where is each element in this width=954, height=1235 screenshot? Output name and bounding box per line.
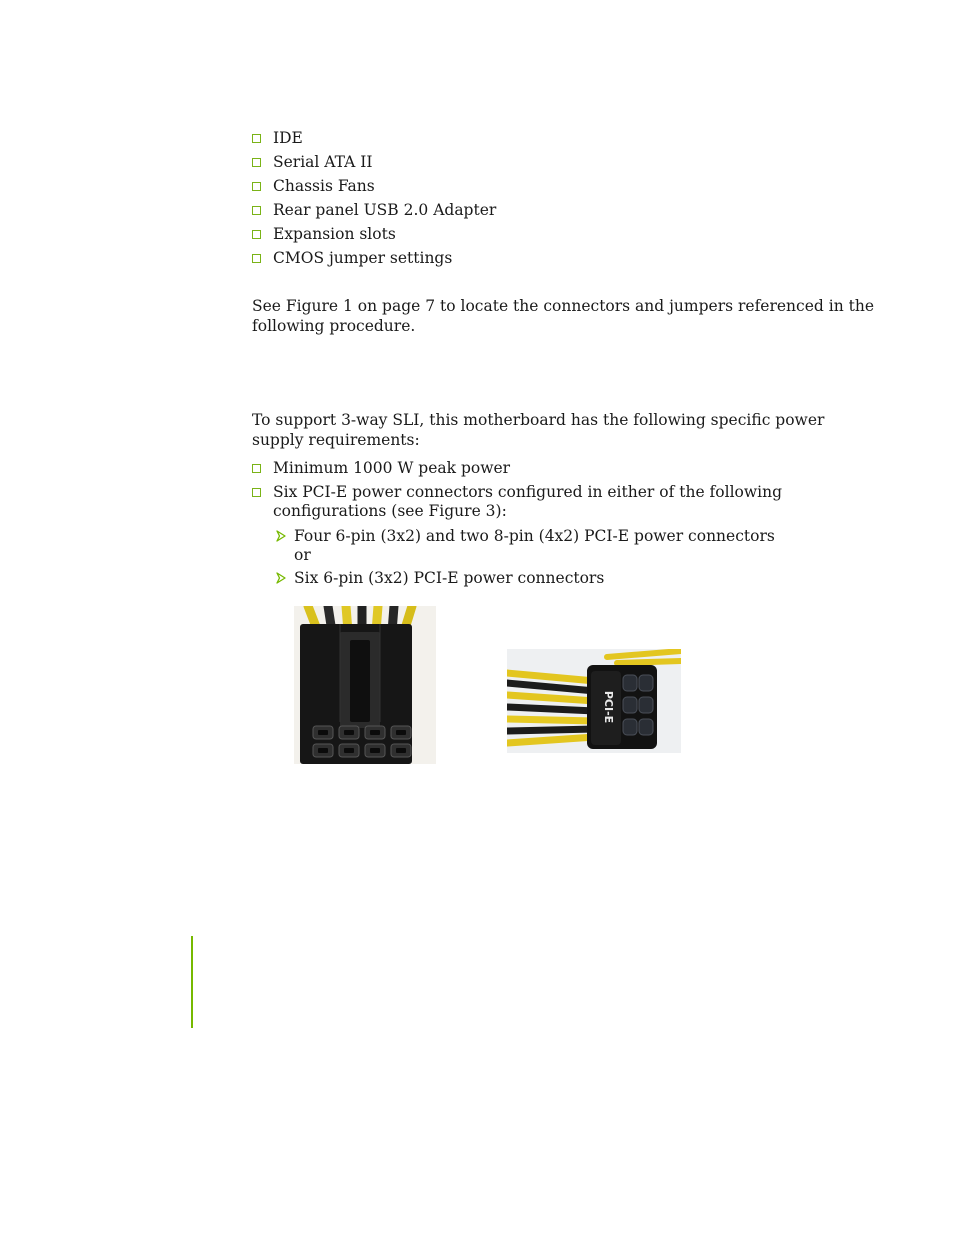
sub-list-item-label: Four 6-pin (3x2) and two 8-pin (4x2) PCI-E power connectors — [294, 527, 775, 545]
paragraph-line: See Figure 1 on page 7 to locate the connectors and jumpers referenced in the — [252, 297, 874, 315]
checkbox-bullet-icon — [252, 206, 261, 215]
paragraph-line: To support 3-way SLI, this motherboard has the following specific power — [252, 411, 825, 429]
list-item — [252, 482, 782, 502]
list-item-label: Rear panel USB 2.0 Adapter — [273, 201, 497, 219]
checkbox-bullet-icon — [252, 488, 261, 497]
list-item — [252, 152, 373, 172]
list-item-label: IDE — [273, 129, 303, 147]
list-item-label: Serial ATA II — [273, 153, 373, 171]
sub-list-item — [276, 526, 775, 546]
list-item-label: Minimum 1000 W peak power — [273, 459, 511, 477]
checkbox-bullet-icon — [252, 254, 261, 263]
list-item-label: Chassis Fans — [273, 177, 375, 195]
list-item — [252, 176, 375, 196]
list-item-label: CMOS jumper settings — [273, 249, 453, 267]
pci-e-label: PCI-E — [602, 690, 615, 724]
8-pin-connector-image — [294, 606, 436, 764]
checkbox-bullet-icon — [252, 464, 261, 473]
margin-accent-bar — [191, 936, 193, 1028]
list-item — [252, 248, 452, 268]
sub-list-item — [276, 568, 604, 588]
8-pin-connector-illustration — [294, 606, 436, 764]
checkbox-bullet-icon — [252, 134, 261, 143]
checkbox-bullet-icon — [252, 182, 261, 191]
6-pin-connector-image — [507, 649, 681, 753]
list-item — [252, 458, 510, 478]
list-item — [252, 200, 496, 220]
checkbox-bullet-icon — [252, 158, 261, 167]
list-item — [252, 224, 396, 244]
arrow-bullet-icon — [276, 530, 286, 542]
paragraph-line: supply requirements: — [252, 431, 420, 449]
6-pin-connector-illustration — [507, 649, 681, 753]
option-separator: or — [294, 546, 311, 564]
list-item-label: Expansion slots — [273, 225, 396, 243]
paragraph-line: following procedure. — [252, 317, 416, 335]
arrow-bullet-icon — [276, 572, 286, 584]
list-item-label: Six PCI-E power connectors configured in either of the following — [273, 483, 782, 501]
checkbox-bullet-icon — [252, 230, 261, 239]
sub-list-item-label: Six 6-pin (3x2) PCI-E power connectors — [294, 569, 605, 587]
list-item — [252, 128, 303, 148]
list-item-continuation: configurations (see Figure 3): — [273, 502, 507, 520]
